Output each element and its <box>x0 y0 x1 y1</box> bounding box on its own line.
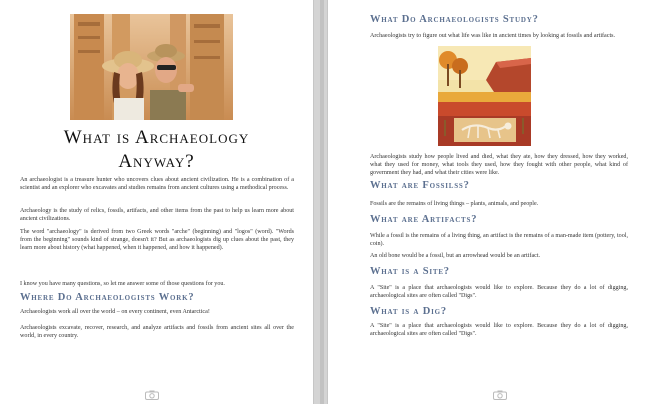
where-paragraph-2: Archaeologists excavate, recover, research, and analyze artifacts and fossils from ancient sites all over the world, in every country. <box>20 325 294 340</box>
artifacts-paragraph-1: While a fossil is the remains of a living thing, an artifact is the remains of a man-made item (pottery, tool, coin). <box>370 233 628 248</box>
fossils-paragraph: Fossils are the remains of living things – plants, animals, and people. <box>370 201 539 207</box>
artifacts-paragraph-2: An old bone would be a fossil, but an arrowhead would be an artifact. <box>370 253 541 259</box>
heading-site: What is a Site? <box>370 266 450 277</box>
title-line-2: Anyway? <box>118 151 195 172</box>
heading-what-study: What Do Archaeologists Study? <box>370 14 539 25</box>
intro-paragraph-1: An archaeologist is a treasure hunter who uncovers clues about ancient civilization. He is a combination of a scientist and an explorer who excavates and studies remains from ancient cultures using a methodical process. <box>20 177 294 192</box>
where-paragraph-1: Archaeologists work all over the world – on every continent, even Antarctica! <box>20 309 210 315</box>
explorers-selfie-photo <box>70 14 233 120</box>
intro-paragraph-3: The word "archaeology" is derived from two Greek words "arche" (beginning) and "logos" (word). "Words from the beginning" sounds kind of strange, doesn't it? But as archaeologists dig up clues about the past, they learn more about history (what happened, when it happened, and how it happened). <box>20 229 294 252</box>
heading-dig: What is a Dig? <box>370 306 447 317</box>
page-gutter-shadow <box>320 0 324 404</box>
page-title <box>20 126 293 174</box>
site-paragraph: A "Site" is a place that archaeologists would like to explore. Because they do a lot of digging, archaeological sites are often called "Digs". <box>370 285 628 300</box>
left-page <box>0 0 313 404</box>
camera-icon[interactable] <box>493 390 507 400</box>
dig-paragraph: A "Site" is a place that archaeologists would like to explore. Because they do a lot of digging, archaeological sites are often called "Digs". <box>370 323 628 338</box>
intro-paragraph-4: I know you have many questions, so let me answer some of those questions for you. <box>20 281 225 287</box>
heading-fossils: What are Fossilss? <box>370 180 470 191</box>
heading-artifacts: What are Artifacts? <box>370 214 478 225</box>
heading-where-work: Where Do Archaeologists Work? <box>20 292 195 303</box>
study-paragraph-2: Archaeologists study how people lived and died, what they ate, how they dressed, how they worked, what they used for money, what tools they used, how they fought with other people, what kind of government they had, and what their cities were like. <box>370 154 628 177</box>
intro-paragraph-2: Archaeology is the study of relics, fossils, artifacts, and other items from the past to help us learn more about ancient civilizations. <box>20 208 294 223</box>
title-line-1: What is Archaeology <box>63 127 250 148</box>
camera-icon[interactable] <box>145 390 159 400</box>
dig-site-illustration <box>438 46 531 146</box>
study-paragraph-1: Archaeologists try to figure out what life was like in ancient times by looking at fossils and artifacts. <box>370 33 616 39</box>
